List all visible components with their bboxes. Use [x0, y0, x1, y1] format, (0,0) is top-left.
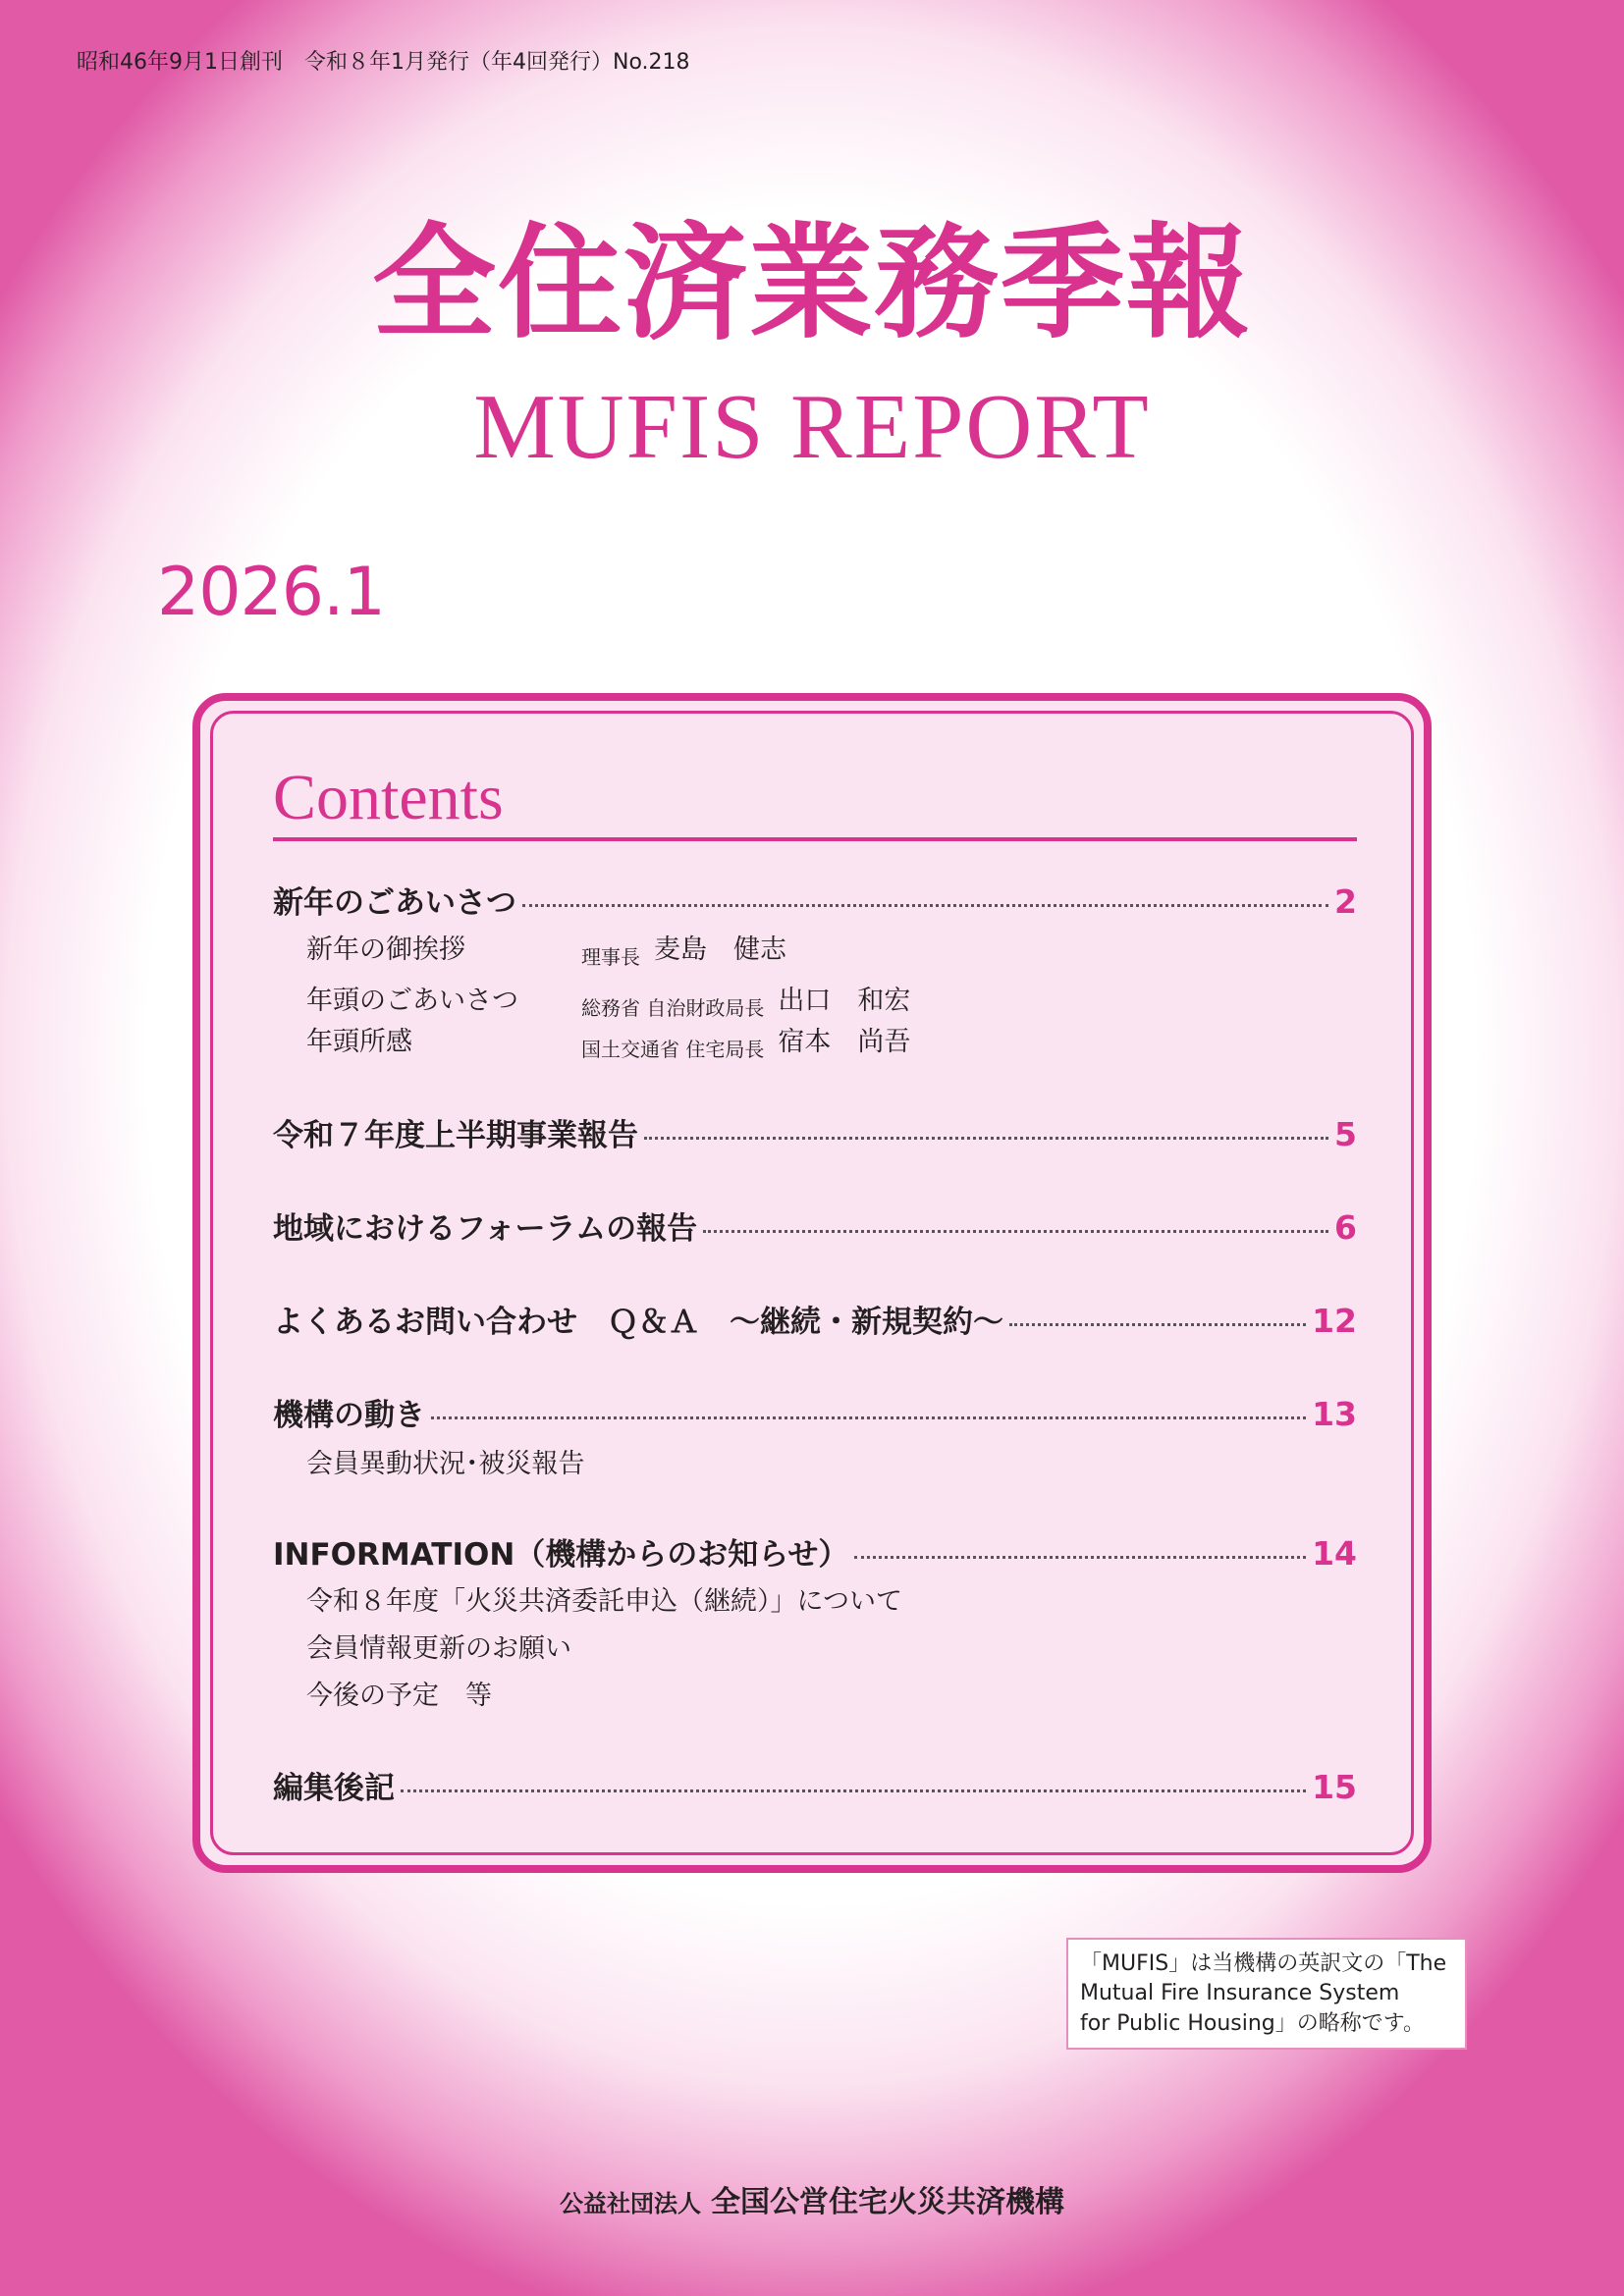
toc-sub-schedule: 今後の予定 等: [306, 1681, 492, 1711]
toc-sub-member-info-update: 会員情報更新のお願い: [306, 1633, 571, 1664]
note-line: for Public Housing」の略称です。: [1080, 2010, 1426, 2036]
toc-entry-title: 編集後記: [273, 1771, 395, 1806]
toc-entry-business-report[interactable]: [273, 1115, 1357, 1153]
toc-sub-title: 年頭のごあいさつ: [306, 986, 518, 1016]
dot-leader: [401, 1789, 1306, 1792]
publisher-name: 全国公営住宅火災共済機構: [711, 2185, 1064, 2219]
toc-entry-title: よくあるお問い合わせ Ｑ＆Ａ ～継続・新規契約～: [273, 1305, 1003, 1340]
toc-entry-title: 機構の動き: [273, 1398, 425, 1433]
toc-sub-title: 年頭所感: [306, 1027, 412, 1057]
dot-leader: [431, 1416, 1306, 1419]
mufis-abbreviation-note: [1066, 1938, 1467, 2050]
toc-sub-greeting-mic: [306, 986, 911, 1020]
toc-entry-information[interactable]: [273, 1534, 1357, 1573]
publisher: [0, 2177, 1624, 2220]
toc-entry-editors-note[interactable]: [273, 1768, 1357, 1806]
dot-leader: [703, 1230, 1328, 1233]
note-line: 「MUFIS」は当機構の英訳文の「The: [1080, 1951, 1447, 1976]
toc-entry-page: 12: [1312, 1302, 1357, 1340]
magazine-title: 全住済業務季報: [372, 211, 1252, 355]
toc-sub-greeting-chairman: [306, 934, 786, 969]
toc-sub-member-changes: 会員異動状況･被災報告: [306, 1449, 585, 1479]
toc-entry-organization-activities[interactable]: [273, 1395, 1357, 1433]
dot-leader: [854, 1556, 1306, 1559]
toc-entry-page: 13: [1312, 1395, 1357, 1433]
contents-heading: Contents: [273, 762, 504, 833]
publication-info: 昭和46年9月1日創刊 令和８年1月発行（年4回発行）No.218: [77, 50, 690, 75]
toc-entry-page: 15: [1312, 1768, 1357, 1806]
toc-entry-title: INFORMATION（機構からのお知らせ）: [273, 1537, 849, 1573]
dot-leader: [644, 1137, 1328, 1140]
toc-entry-title: 令和７年度上半期事業報告: [273, 1118, 638, 1153]
toc-entry-faq[interactable]: [273, 1302, 1357, 1340]
publisher-type: 公益社団法人: [560, 2190, 701, 2217]
toc-entry-title: 新年のごあいさつ: [273, 885, 516, 921]
toc-sub-greeting-mlit: [306, 1027, 911, 1061]
contents-box: [192, 693, 1432, 1873]
toc-entry-page: 14: [1312, 1534, 1357, 1573]
toc-sub-author: [581, 1027, 911, 1061]
author-name: 宿本 尚吾: [778, 1027, 911, 1057]
toc-sub-author: [581, 986, 911, 1020]
author-role: 理事長: [581, 945, 640, 969]
dot-leader: [522, 904, 1328, 907]
note-line: Mutual Fire Insurance System: [1080, 1981, 1400, 2006]
toc-sub-renewal-application: 令和８年度「火災共済委託申込（継続）」について: [306, 1586, 902, 1617]
toc-sub-title: 新年の御挨拶: [306, 934, 465, 965]
magazine-title-english: MUFIS REPORT: [473, 376, 1151, 478]
author-name: 出口 和宏: [778, 986, 911, 1016]
dot-leader: [1009, 1323, 1306, 1326]
toc-entry-page: 5: [1334, 1115, 1357, 1153]
toc-entry-page: 2: [1334, 882, 1357, 921]
author-role: 国土交通省 住宅局長: [581, 1038, 765, 1061]
toc-sub-author: [581, 934, 786, 969]
toc-entry-new-year-greetings[interactable]: [273, 882, 1357, 921]
toc-entry-page: 6: [1334, 1208, 1357, 1247]
author-name: 麦島 健志: [654, 934, 786, 965]
contents-rule: [273, 837, 1357, 841]
toc-entry-forum-report[interactable]: [273, 1208, 1357, 1247]
author-role: 総務省 自治財政局長: [581, 996, 765, 1020]
toc-entry-title: 地域におけるフォーラムの報告: [273, 1211, 698, 1247]
issue-number: 2026.1: [157, 554, 385, 631]
